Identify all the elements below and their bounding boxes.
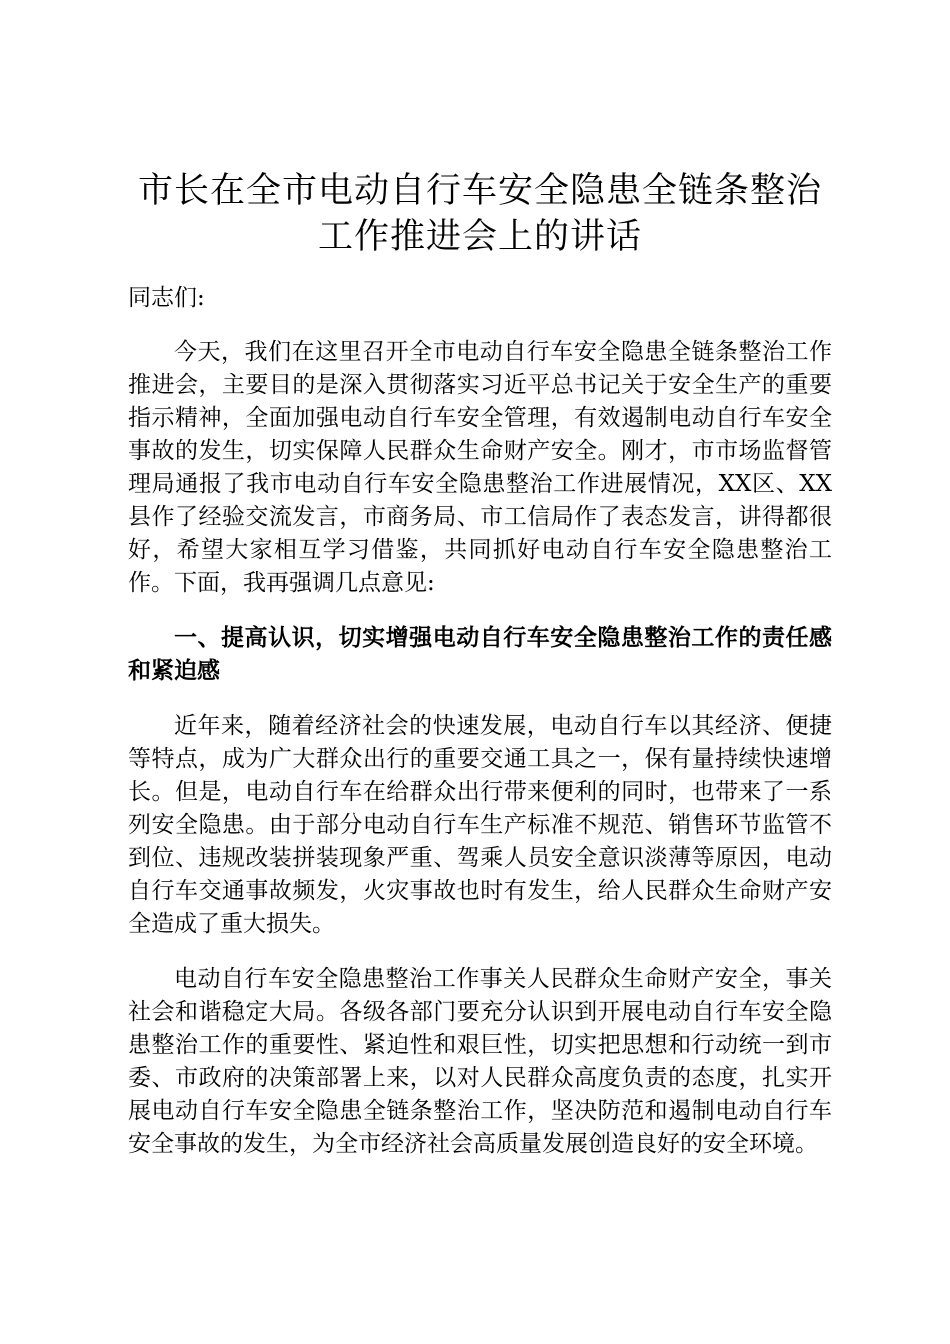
section-heading-1: 一、提高认识，切实增强电动自行车安全隐患整治工作的责任感和紧迫感 (128, 625, 832, 684)
document-page (128, 168, 832, 1161)
intro-paragraph: 今天，我们在这里召开全市电动自行车安全隐患全链条整治工作推进会，主要目的是深入贯彻落实习近平总书记关于安全生产的重要指示精神，全面加强电动自行车安全管理，有效遏制电动自行车安全事故的发生，切实保障人民群众生命财产安全。刚才，市市场监督管理局通报了我市电动自行车安全隐患整治工作进展情况，XX区、XX县作了经验交流发言，市商务局、市工信局作了表态发言，讲得都很好，希望大家相互学习借鉴，共同抓好电动自行车安全隐患整治工作。下面，我再强调几点意见: (128, 339, 832, 596)
salutation: 同志们: (128, 285, 205, 311)
section-1-paragraph-1: 近年来，随着经济社会的快速发展，电动自行车以其经济、便捷等特点，成为广大群众出行的重要交通工具之一，保有量持续快速增长。但是，电动自行车在给群众出行带来便利的同时，也带来了一系列安全隐患。由于部分电动自行车生产标准不规范、销售环节监管不到位、违规改装拼装现象严重、驾乘人员安全意识淡薄等原因，电动自行车交通事故频发，火灾事故也时有发生，给人民群众生命财产安全造成了重大损失。 (128, 713, 832, 937)
section-1-paragraph-2: 电动自行车安全隐患整治工作事关人民群众生命财产安全，事关社会和谐稳定大局。各级各部门要充分认识到开展电动自行车安全隐患整治工作的重要性、紧迫性和艰巨性，切实把思想和行动统一到市委、市政府的决策部署上来，以对人民群众高度负责的态度，扎实开展电动自行车安全隐患全链条整治工作，坚决防范和遏制电动自行车安全事故的发生，为全市经济社会高质量发展创造良好的安全环境。 (128, 966, 832, 1157)
document-title: 市长在全市电动自行车安全隐患全链条整治工作推进会上的讲话 (137, 171, 822, 257)
